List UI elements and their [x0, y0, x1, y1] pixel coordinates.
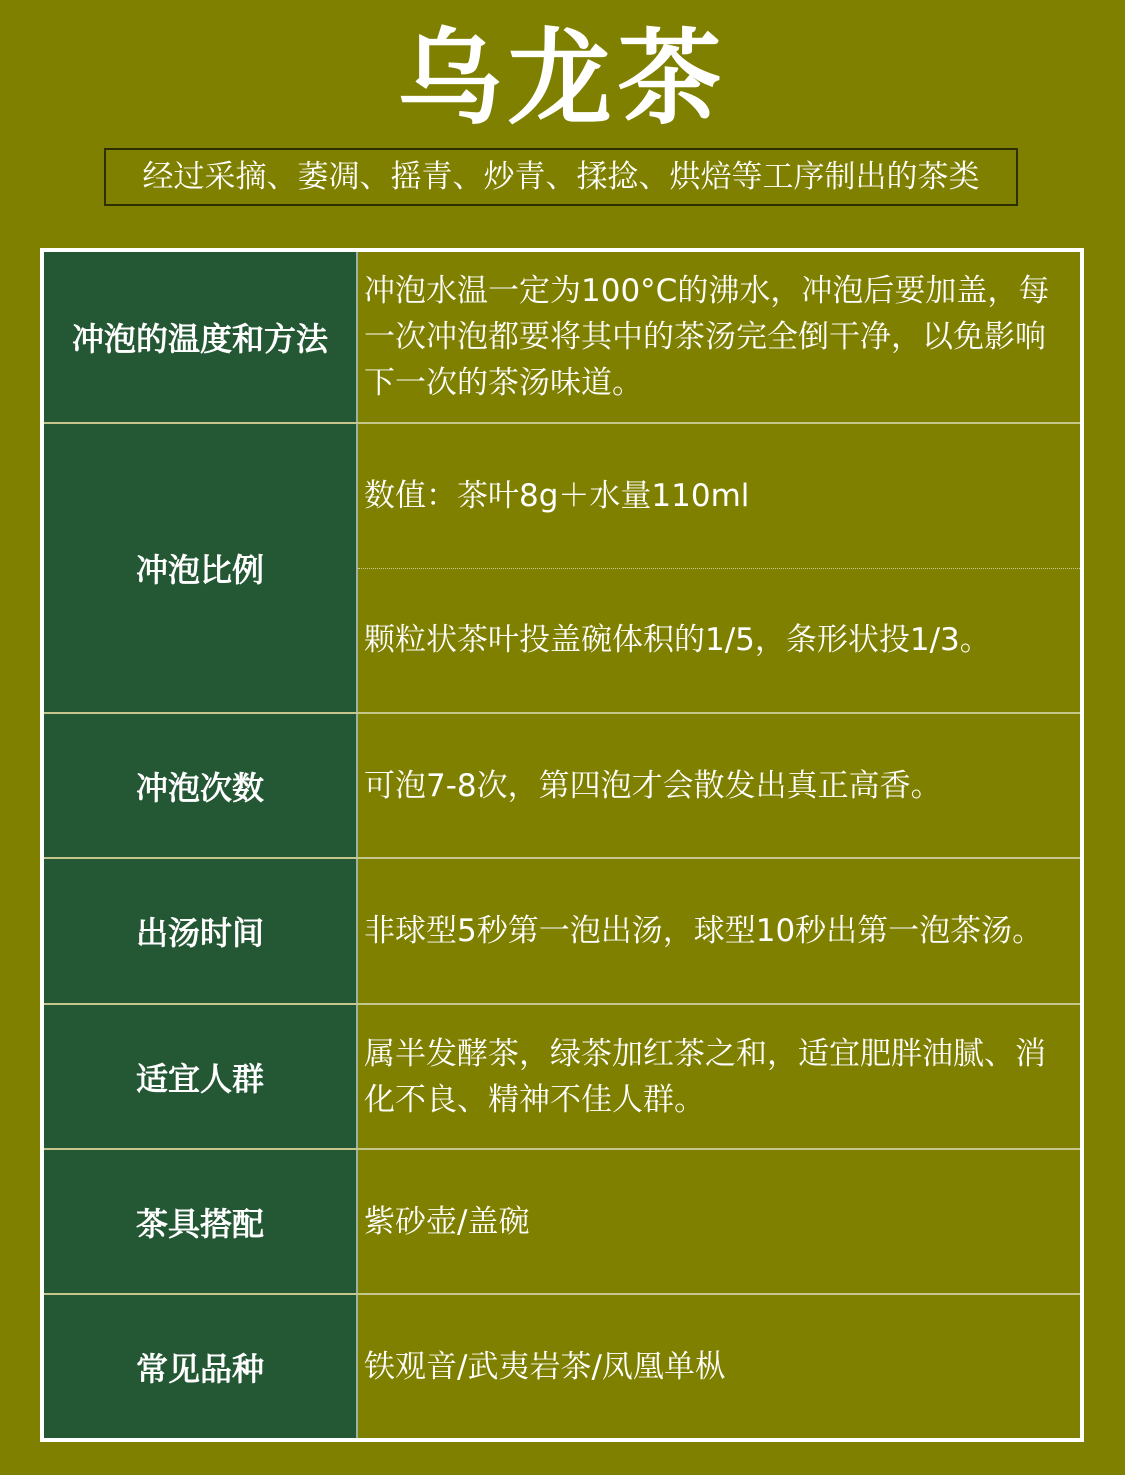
table-row-varieties [44, 1295, 1080, 1438]
row-label: 冲泡的温度和方法 [44, 252, 358, 422]
row-value: 铁观音/武夷岩茶/凤凰单枞 [364, 1348, 726, 1385]
row-label: 冲泡次数 [44, 714, 358, 857]
row-label: 冲泡比例 [44, 424, 358, 712]
subtitle-box: 经过采摘、萎凋、摇青、炒青、揉捻、烘焙等工序制出的茶类 [104, 148, 1018, 206]
tea-info-table [40, 248, 1084, 1442]
table-row-brewing-method [44, 252, 1080, 424]
table-row-brewing-count [44, 714, 1080, 859]
row-value-split [358, 424, 1080, 712]
row-label: 出汤时间 [44, 859, 358, 1003]
row-value: 非球型5秒第一泡出汤，球型10秒出第一泡茶汤。 [364, 913, 1044, 949]
row-value: 属半发酵茶，绿茶加红茶之和，适宜肥胖油腻、消化不良、精神不佳人群。 [364, 1035, 1046, 1118]
table-row-suitable-people [44, 1005, 1080, 1150]
row-value-part: 数值：茶叶8g＋水量110ml [358, 424, 1080, 569]
row-label: 常见品种 [44, 1295, 358, 1438]
row-value: 可泡7-8次，第四泡才会散发出真正高香。 [364, 767, 942, 804]
row-label: 适宜人群 [44, 1005, 358, 1148]
table-row-brewing-ratio [44, 424, 1080, 714]
page-title: 乌龙茶 [397, 17, 728, 139]
row-value-part: 颗粒状茶叶投盖碗体积的1/5，条形状投1/3。 [364, 622, 991, 659]
table-row-steep-time [44, 859, 1080, 1005]
row-value: 冲泡水温一定为100°C的沸水，冲泡后要加盖，每一次冲泡都要将其中的茶汤完全倒干净，以免影响下一次的茶汤味道。 [364, 273, 1050, 401]
row-value: 紫砂壶/盖碗 [364, 1203, 530, 1240]
table-row-teaware [44, 1150, 1080, 1295]
row-label: 茶具搭配 [44, 1150, 358, 1293]
